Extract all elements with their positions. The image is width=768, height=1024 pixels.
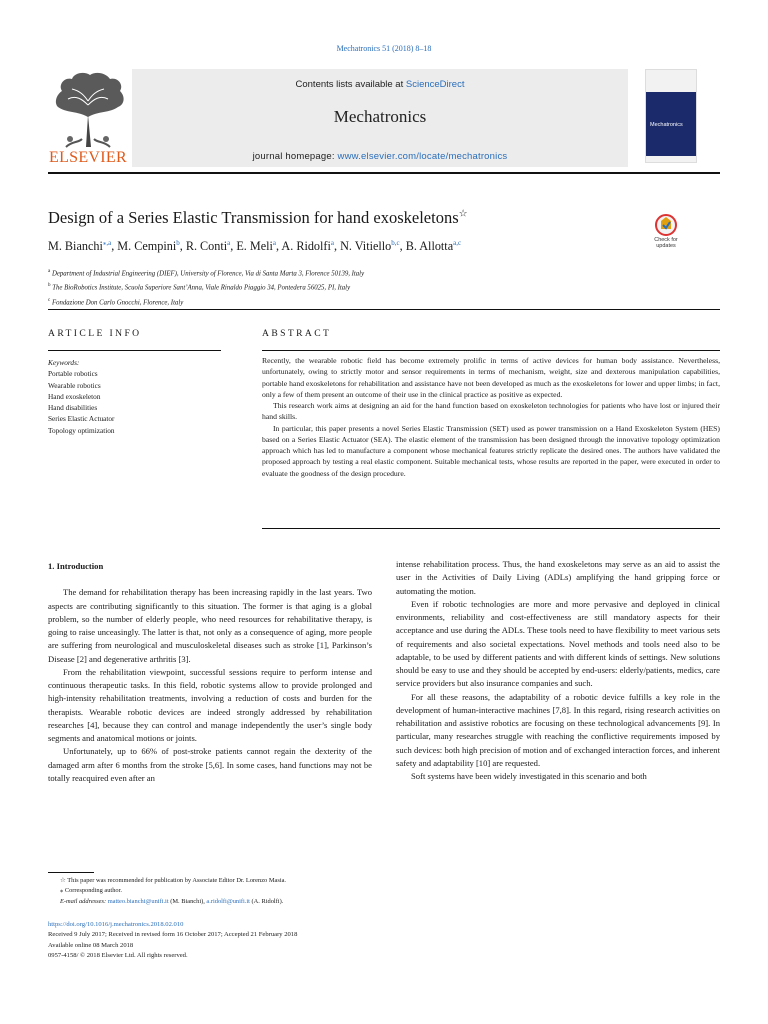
author[interactable]: M. Bianchi$^{⁎,a}$ [48,239,112,254]
body-paragraph: Soft systems have been widely investigated in this scenario and both [411,771,647,781]
body-paragraph: For all these reasons, the adaptability of a robotic device fulfills a key role in the development of human-interactive machines [7,8]. In this regard, rising research activities on rehabilitation and assistive robotics are focusing on these technological advancements [9]. In particular, many researches struggle with reaching the conflictive requirements imposed by such devices: both high precision of motion and of exchanged interaction forces, and inherent safety and adaptability [10] are requested. [396,691,720,768]
abstract-text [262,355,720,479]
check-for-updates-badge[interactable] [648,213,684,257]
abstract-end-divider [262,528,720,529]
journal-cover-thumbnail[interactable] [645,69,697,163]
elsevier-wordmark: ELSEVIER [49,149,127,166]
homepage-line [132,151,628,162]
affiliation: $^b$ The BioRobotics Institute, Scuola Superiore Sant’Anna, Viale Rinaldo Piaggio 34, Pontedera 56025, PI, Italy [48,283,351,292]
email-label: E-mail addresses: [60,897,107,905]
cover-band [646,92,696,156]
author[interactable]: A. Ridolfi$^a$ [281,239,334,254]
check-updates-label: Check for updates [654,237,678,249]
available-online: Available online 08 March 2018 [48,941,134,949]
author[interactable]: N. Vitiello$^{b,c}$ [340,239,400,254]
keywords-label: Keywords: [48,358,80,367]
check-updates-icon [648,213,684,237]
doi-link[interactable]: https://doi.org/10.1016/j.mechatronics.2018.02.010 [48,921,184,928]
article-title-text: Design of a Series Elastic Transmission for hand exoskeletons [48,208,459,227]
affiliation: $^c$ Fondazione Don Carlo Gnocchi, Florence, Italy [48,297,184,306]
keyword: Topology optimization [48,425,115,435]
body-paragraph: The demand for rehabilitation therapy has been increasing rapidly in the last years. Two aspects are contributing significantly to this situation. The former is that aging is a global problem, so the number of elderly people, who need resources for rehabilitative therapy, is going to raise unceasingly. The latter is that, not only as a consequence of aging, more people are suffering from neurological and musculoskeletal diseases such as stroke [1], Parkinson’s Disease [2] and degenerative arthritis [3]. [48,587,372,664]
cover-title: Mechatronics [650,122,683,128]
author[interactable]: E. Meli$^a$ [236,239,276,254]
abstract-divider [262,350,720,351]
article-info-divider [48,350,221,351]
abstract-paragraph: This research work aims at designing an aid for the hand function based on exoskeleton technologies for patients who have lost or injured their hand skills. [262,401,720,422]
footnotes [48,876,448,907]
contents-prefix: Contents lists available at [295,79,406,90]
footnote: ☆ This paper was recommended for publication by Associate Editor Dr. Lorenzo Masia. [60,877,287,884]
keyword: Series Elastic Actuator [48,414,115,424]
keyword: Hand exoskeleton [48,391,101,401]
journal-name: Mechatronics [333,107,427,126]
body-paragraph: From the rehabilitation viewpoint, successful sessions require to perform intense and continuous therapeutic tasks. In this field, robotic systems allow to provide prolonged and high-intensity rehabilitation treatments, involving a reduction of costs and burden for the therapists. Wearable robotic devices are indeed strongly addressed by rehabilitation researches [4], because they can control and manage independently the user’s single body segments and anatomical motions or joints. [48,666,372,743]
homepage-prefix: journal homepage: [252,151,338,162]
keyword: Hand disabilities [48,403,98,413]
body-paragraph: intense rehabilitation process. Thus, the hand exoskeletons may serve as an aid to assist the user in the Activities of Daily Living (ADLs) amplifying the hand gripping force or automating the motion. [396,559,720,596]
author[interactable]: M. Cempini$^b$ [117,239,180,254]
journal-reference[interactable]: Mechatronics 51 (2018) 8–18 [336,44,432,53]
affiliation: $^a$ Department of Industrial Engineering (DIEF), University of Florence, Via di Santa Marta 3, Florence 50139, Italy [48,269,365,278]
sciencedirect-link[interactable]: ScienceDirect [405,79,465,90]
header-divider [48,172,720,174]
contents-line [132,79,628,90]
keywords-block [48,357,228,436]
affiliation-divider [48,309,720,310]
body-paragraph: Unfortunately, up to 66% of post-stroke patients cannot regain the dexterity of the damaged arm after 6 months from the stroke [5,6]. In some cases, hand functions may not be totally reacquired even after an [48,746,372,783]
author-list: M. Bianchi$^{⁎,a}$, M. Cempini$^b$, R. Conti$^a$, E. Meli$^a$, A. Ridolfi$^a$, N. Vitiello$^{b,c}$, B. Allotta$^{a,c}$ [48,239,462,254]
author[interactable]: B. Allotta$^{a,c}$ [405,239,462,254]
email-footnote: E-mail addresses: matteo.bianchi@unifi.it (M. Bianchi), a.ridolfi@unifi.it (A. Ridolfi). [60,897,284,905]
body-column-left [48,560,372,785]
article-title [48,208,628,228]
journal-masthead [48,69,628,167]
publication-info [48,920,468,962]
footnote-divider [48,872,94,873]
journal-banner [132,69,628,167]
body-paragraph: Even if robotic technologies are more and more pervasive and deployed in clinical environments, reliability and cost-effectiveness are still mandatory aspects for their acceptance and use during the ADLs. These tools need to have flexibility to meet various sets of requirements and also societal expectations. Novel methods and tools need also to be adaptable, to be used by different patients and with different kinds of settings. New solutions should be easy to use and they should be accepted by end-users: elderly/patients, medics, care service providers but also insurance companies and such. [396,598,720,689]
copyright: 0957-4158/ © 2018 Elsevier Ltd. All rights reserved. [48,952,188,960]
article-info-heading: ARTICLE INFO [48,328,142,339]
abstract-paragraph: Recently, the wearable robotic field has become extremely prolific in terms of active devices for human body assistance. Nevertheless, unfortunately, owing to strictly motor and sensor requirements in terms of mechanism, weight, size and dexterous manipulation capabilities, portable hand exoskeletons for rehabilitation and assistance have not been developed as much as the exoskeletons for lower and upper limbs; in fact, only a few of them present an outcome of their use in the clinical practice as positive as expected. [262,356,720,399]
title-footnote-mark[interactable]: ☆ [458,208,468,220]
email-link[interactable]: matteo.bianchi@unifi.it [107,897,169,905]
keyword: Portable robotics [48,369,98,379]
elsevier-tree-logo [48,69,128,167]
abstract-heading: ABSTRACT [262,328,332,339]
section-title: 1. Introduction [48,561,104,571]
body-column-right [396,558,720,783]
abstract-paragraph: In particular, this paper presents a novel Series Elastic Transmission (SET) used as power transmission on a Hand Exoskeleton System (HES) based on a Series Elastic Actuator (SEA). The elastic element of the transmission has been designed through the innovative topology optimization approach which has led to manufacture a component whose mechanical features strictly replicate the desired ones. The authors have validated the proposed approach by testing a real elastic component. Suitable mechanical tests, whose results are reported in the paper, were executed in order to evaluate the goodness of the design procedure. [262,423,720,478]
footnote: ⁎ Corresponding author. [60,887,122,895]
author[interactable]: R. Conti$^a$ [185,239,231,254]
homepage-link[interactable]: www.elsevier.com/locate/mechatronics [337,151,508,162]
affiliations [48,266,668,309]
email-link[interactable]: a.ridolfi@unifi.it [206,897,250,905]
received-dates: Received 9 July 2017; Received in revised form 16 October 2017; Accepted 21 February 2018 [48,931,298,939]
keyword: Wearable robotics [48,380,101,390]
